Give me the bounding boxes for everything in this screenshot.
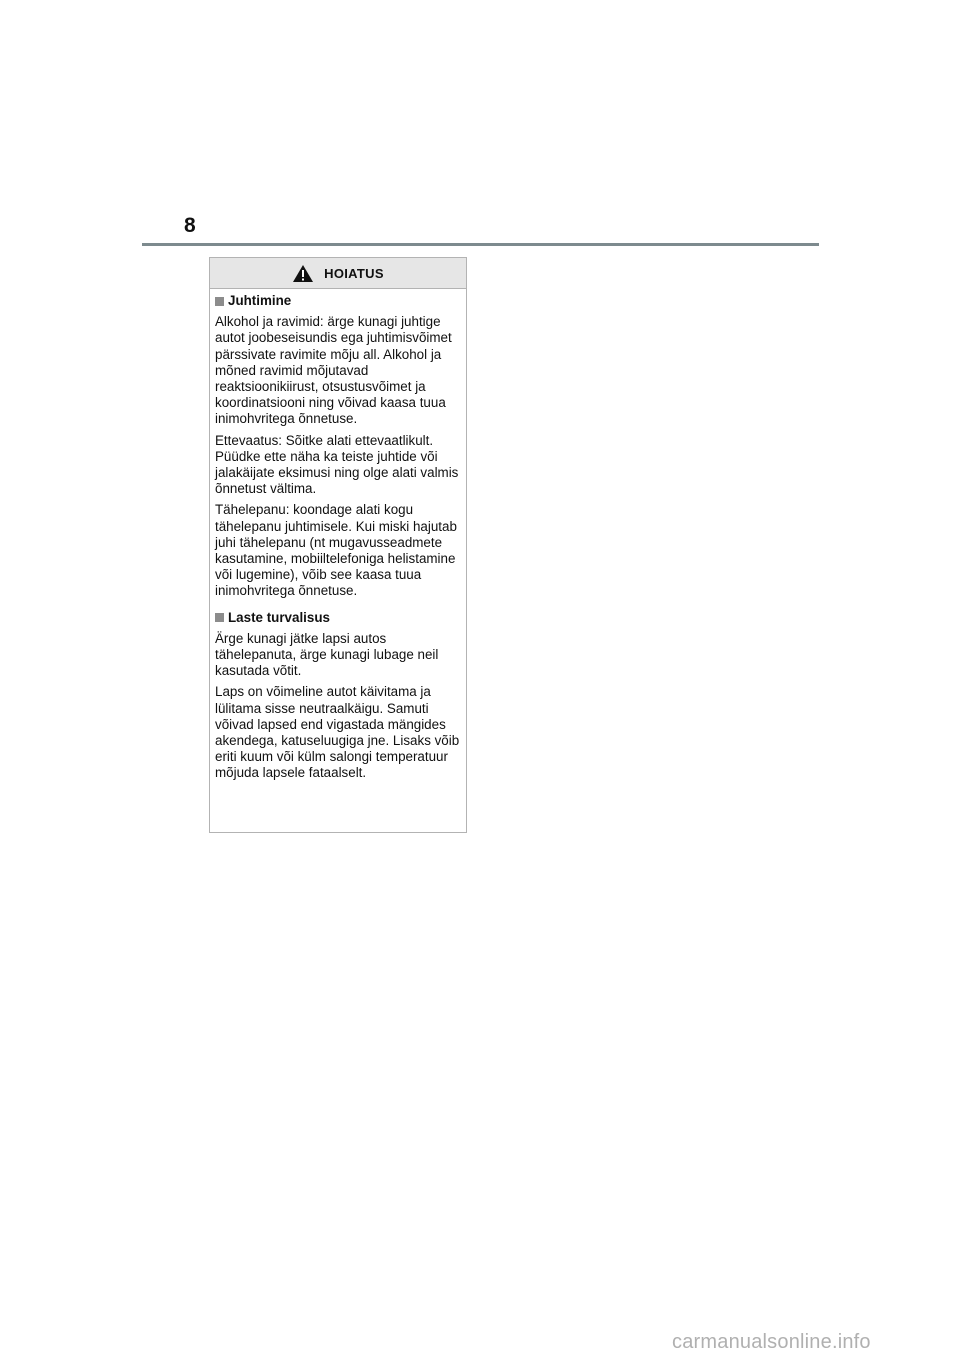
- warning-triangle-icon: [292, 264, 314, 283]
- square-bullet-icon: [215, 613, 224, 622]
- section-heading-label: Laste turvalisus: [228, 609, 330, 625]
- paragraph-children-unattended: Ärge kunagi jätke lapsi autos tähelepanuta, ärge kunagi lubage neil kasutada võtit.: [215, 630, 439, 679]
- section-heading-child-safety: [215, 610, 460, 626]
- page-number: 8: [184, 214, 196, 237]
- paragraph-attention: Tähelepanu: koondage alati kogu tähelepanu juhtimisele. Kui miski hajutab juhi tähelepanu (nt mugavusseadmete kasutamine, mobiiltelefoniga helistamine või lugemine), võib see kaasa tuua inimohvritega õnnetuse.: [215, 502, 457, 599]
- header-rule: [142, 243, 819, 246]
- section-heading-driving: [215, 293, 460, 309]
- section-heading-label: Juhtimine: [228, 293, 292, 308]
- paragraph-children-risks: Laps on võimeline autot käivitama ja lülitama sisse neutraalkäigu. Samuti võivad lapsed end vigastada mängides akendega, katuseluugiga jne. Lisaks võib eriti kuum või külm salongi temperatuur mõjuda lapsele fataalselt.: [215, 684, 460, 781]
- warning-header: [210, 258, 466, 289]
- warning-title: HOIATUS: [324, 266, 384, 281]
- paragraph-caution: Ettevaatus: Sõitke alati ettevaatlikult. Püüdke ette näha ka teiste juhtide või jalakäijate eksimusi ning olge alati valmis õnnetust vältima.: [215, 432, 459, 497]
- square-bullet-icon: [215, 297, 224, 306]
- warning-body: [210, 289, 466, 782]
- paragraph-alcohol: Alkohol ja ravimid: ärge kunagi juhtige autot joobeseisundis ega juhtimisvõimet pärssivate ravimite mõju all. Alkohol ja mõned ravimid mõjutavad reaktsioonikiirust, otsustusvõimet ja koordinatsiooni ning võivad kaasa tuua inimohvritega õnnetuse.: [215, 314, 452, 427]
- watermark: carmanualsonline.info: [672, 1331, 871, 1353]
- warning-box: [209, 257, 467, 833]
